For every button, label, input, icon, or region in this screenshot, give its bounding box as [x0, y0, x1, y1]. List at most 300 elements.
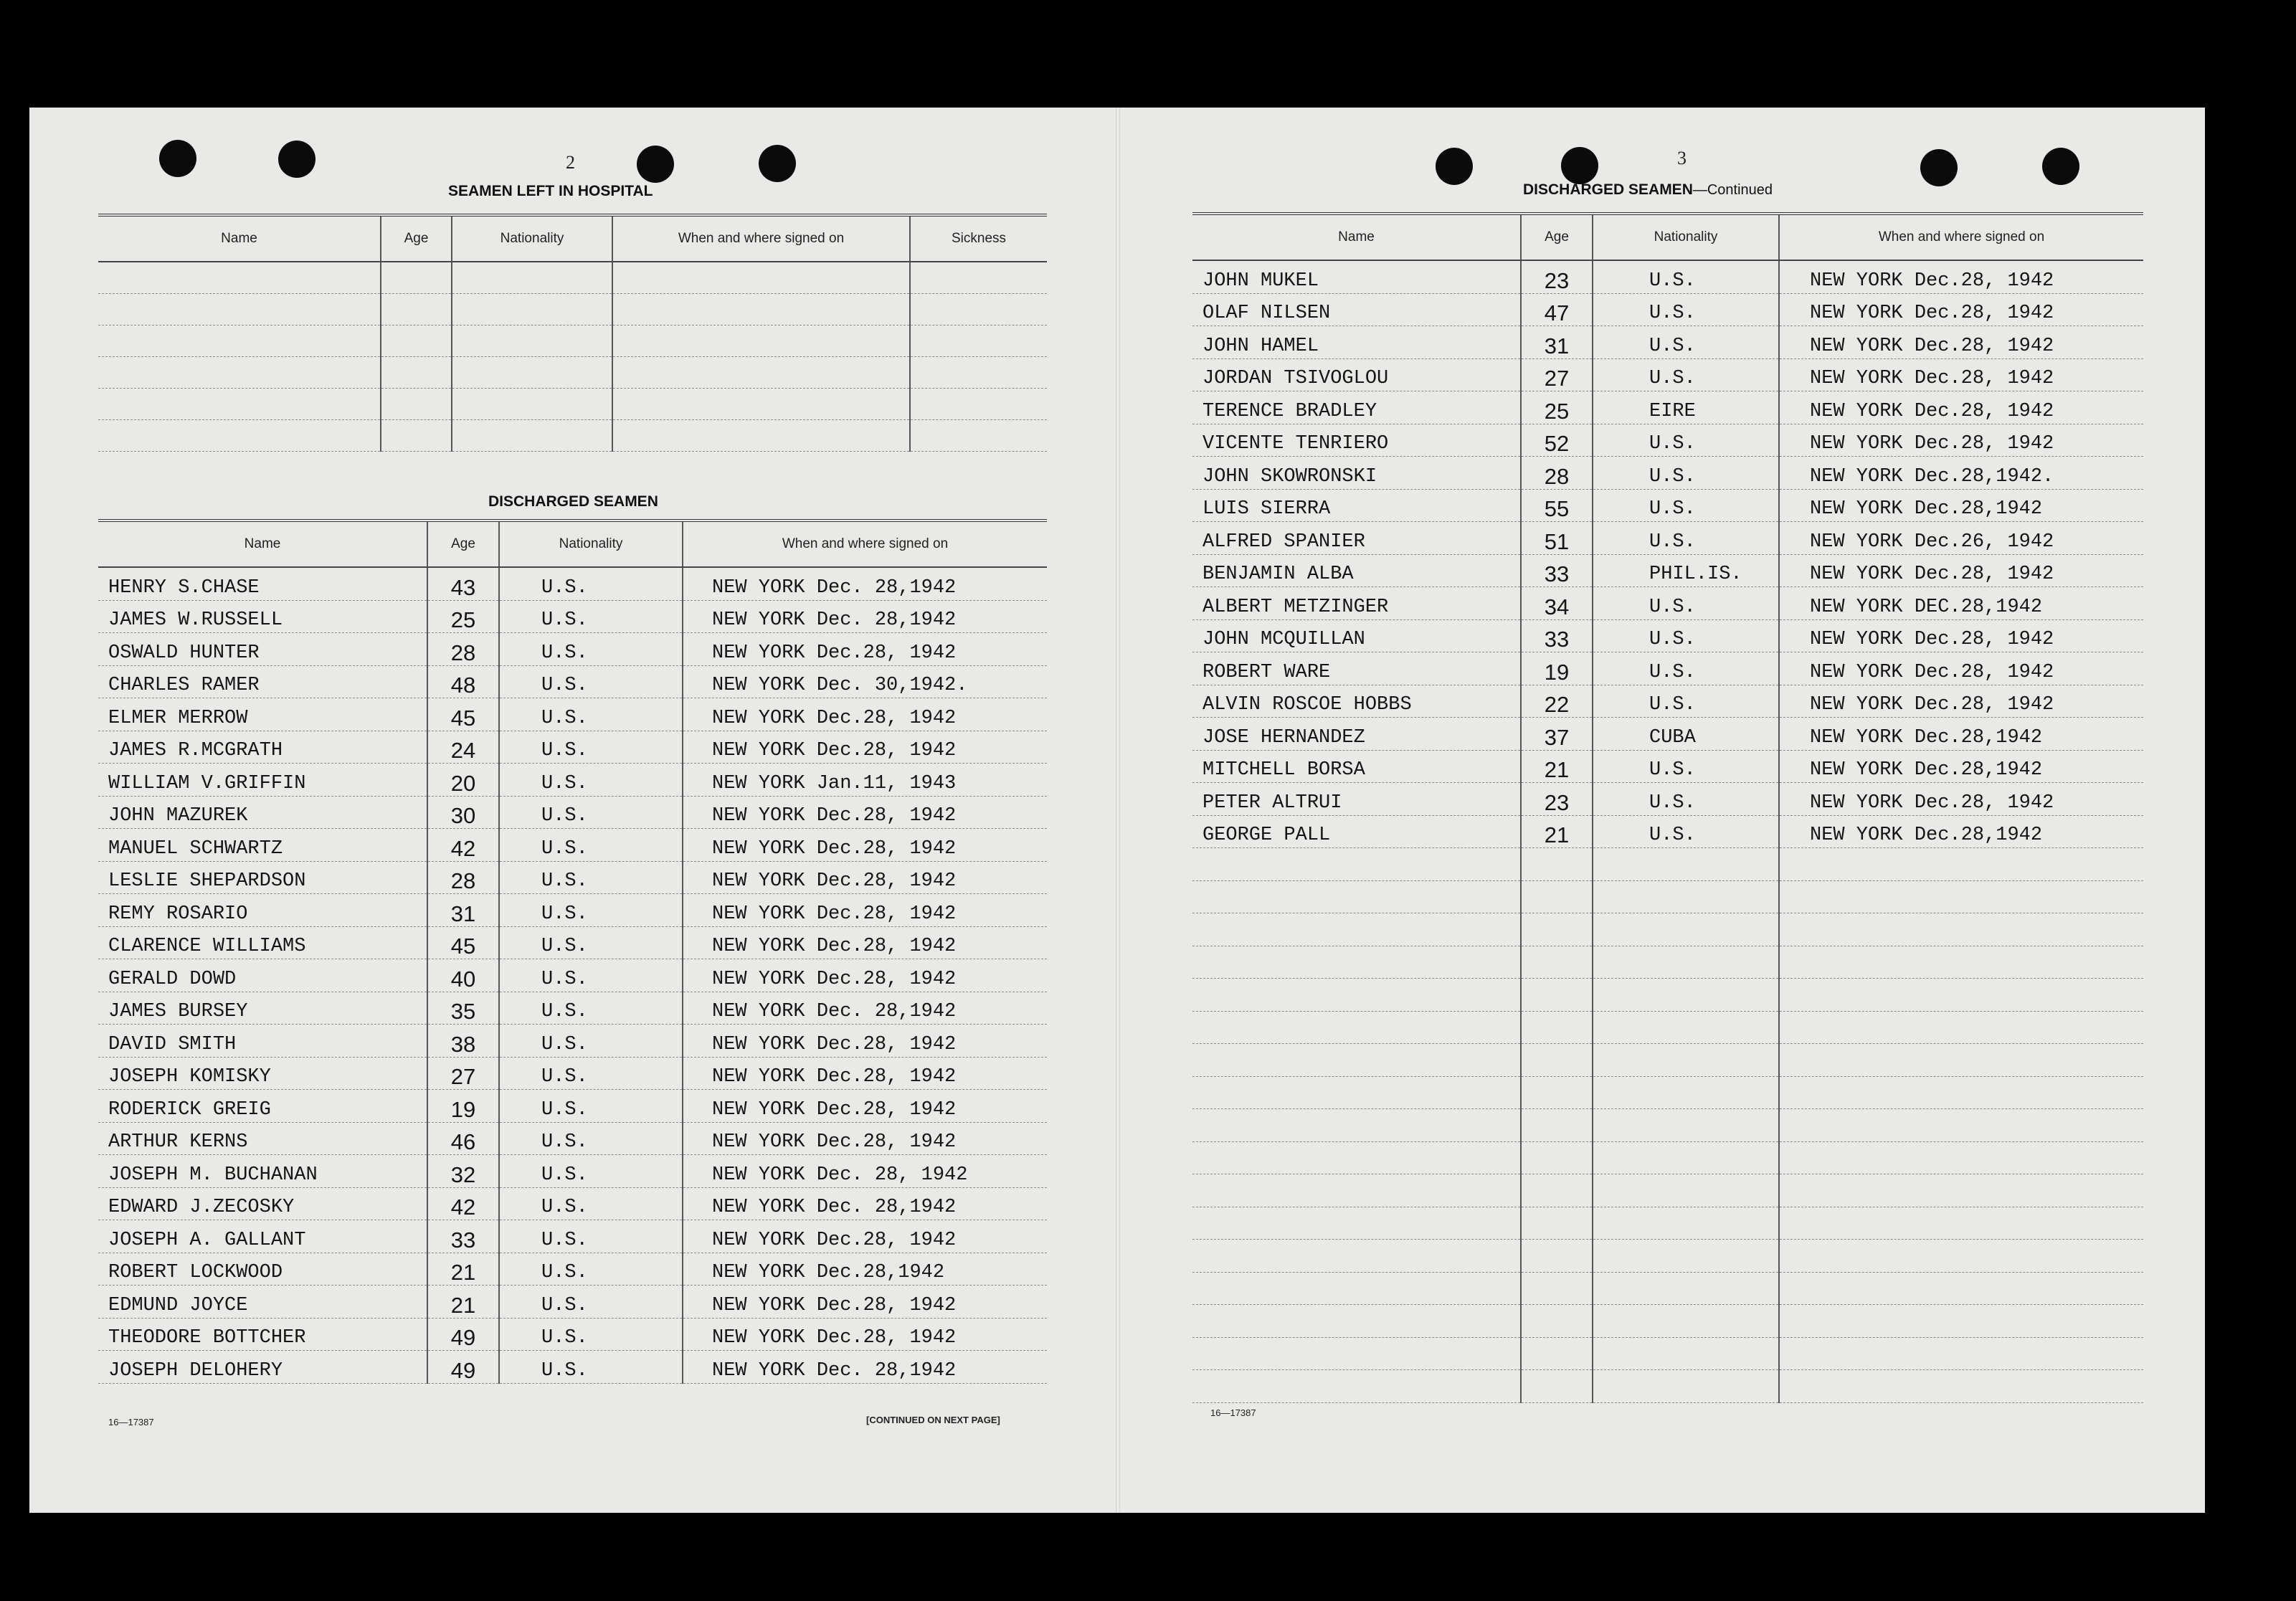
discharged-table-right — [1192, 212, 2143, 1403]
punch-hole — [2042, 148, 2079, 185]
cell-signed-on: NEW YORK Dec.28, 1942 — [683, 926, 1047, 959]
cell-signed-on: NEW YORK Dec.28, 1942 — [683, 959, 1047, 992]
cell-nationality: U.S. — [1593, 685, 1779, 718]
cell-age: 31 — [427, 894, 499, 927]
cell-name: JOHN MAZUREK — [98, 796, 427, 829]
cell-age: 43 — [427, 567, 499, 600]
column-header-sickness: Sickness — [910, 215, 1047, 262]
cell-nationality: U.S. — [1593, 293, 1779, 326]
empty-cell — [452, 326, 612, 357]
table-row — [1192, 619, 2143, 652]
empty-cell — [1779, 1240, 2143, 1273]
empty-cell — [1192, 1370, 1521, 1403]
table-row — [98, 894, 1047, 927]
cell-signed-on: NEW YORK Dec.28,1942 — [1779, 815, 2143, 848]
column-header-nationality: Nationality — [452, 215, 612, 262]
empty-cell — [1779, 1207, 2143, 1240]
empty-row — [1192, 1207, 2143, 1240]
column-header-name: Name — [98, 215, 381, 262]
column-header-age: Age — [1521, 214, 1593, 260]
cell-nationality: CUBA — [1593, 718, 1779, 751]
empty-cell — [1521, 1272, 1593, 1305]
empty-cell — [1779, 1076, 2143, 1109]
empty-cell — [1779, 1109, 2143, 1142]
cell-nationality: U.S. — [499, 992, 683, 1025]
empty-row — [1192, 880, 2143, 913]
empty-cell — [1521, 1370, 1593, 1403]
cell-signed-on: NEW YORK Dec.28, 1942 — [1779, 293, 2143, 326]
cell-signed-on: NEW YORK Dec.28, 1942 — [1779, 554, 2143, 587]
cell-signed-on: NEW YORK Dec.28, 1942 — [1779, 326, 2143, 359]
continued-note: [CONTINUED ON NEXT PAGE] — [866, 1415, 1000, 1425]
cell-nationality: U.S. — [1593, 489, 1779, 522]
table-row — [98, 1122, 1047, 1155]
empty-cell — [1779, 1272, 2143, 1305]
table-row — [98, 1187, 1047, 1220]
cell-age: 40 — [427, 959, 499, 992]
empty-cell — [1521, 1109, 1593, 1142]
empty-cell — [1593, 1305, 1779, 1338]
empty-cell — [1593, 880, 1779, 913]
cell-signed-on: NEW YORK Dec.28, 1942 — [683, 1286, 1047, 1319]
cell-nationality: U.S. — [499, 861, 683, 894]
cell-age: 27 — [427, 1057, 499, 1090]
hospital-section-title: SEAMEN LEFT IN HOSPITAL — [448, 183, 653, 199]
cell-nationality: U.S. — [499, 1318, 683, 1351]
table-row — [98, 1351, 1047, 1384]
cell-nationality: U.S. — [1593, 815, 1779, 848]
cell-age: 23 — [1521, 260, 1593, 293]
cell-signed-on: NEW YORK DEC.28,1942 — [1779, 587, 2143, 620]
cell-nationality: EIRE — [1593, 391, 1779, 424]
cell-name: LUIS SIERRA — [1192, 489, 1521, 522]
empty-cell — [1779, 1337, 2143, 1370]
empty-cell — [612, 294, 910, 326]
cell-name: ALFRED SPANIER — [1192, 522, 1521, 555]
empty-cell — [1192, 848, 1521, 881]
punch-hole — [1561, 147, 1598, 184]
cell-signed-on: NEW YORK Dec.28, 1942 — [1779, 260, 2143, 293]
empty-cell — [452, 357, 612, 389]
empty-cell — [1192, 1141, 1521, 1174]
cell-signed-on: NEW YORK Dec.28,1942 — [683, 1253, 1047, 1286]
table-row — [98, 1220, 1047, 1253]
empty-cell — [1521, 880, 1593, 913]
cell-name: OSWALD HUNTER — [98, 633, 427, 666]
table-row — [1192, 424, 2143, 457]
cell-name: PETER ALTRUI — [1192, 783, 1521, 816]
form-code: 16—17387 — [1210, 1407, 1256, 1418]
hospital-table — [98, 214, 1047, 452]
cell-age: 32 — [427, 1155, 499, 1188]
empty-row — [1192, 1272, 2143, 1305]
cell-age: 21 — [427, 1286, 499, 1319]
cell-nationality: U.S. — [499, 1187, 683, 1220]
empty-row — [98, 294, 1047, 326]
table-row — [98, 829, 1047, 862]
cell-signed-on: NEW YORK Dec.28, 1942 — [1779, 685, 2143, 718]
cell-name: ALVIN ROSCOE HOBBS — [1192, 685, 1521, 718]
empty-row — [1192, 1011, 2143, 1044]
cell-name: REMY ROSARIO — [98, 894, 427, 927]
column-header-age: Age — [381, 215, 452, 262]
empty-cell — [1593, 1174, 1779, 1207]
empty-cell — [1779, 1174, 2143, 1207]
empty-row — [1192, 1141, 2143, 1174]
empty-cell — [1779, 946, 2143, 979]
cell-age: 42 — [427, 1187, 499, 1220]
table-row — [98, 992, 1047, 1025]
cell-signed-on: NEW YORK Dec.28, 1942 — [683, 731, 1047, 764]
cell-age: 45 — [427, 698, 499, 731]
empty-row — [98, 357, 1047, 389]
table-row — [98, 665, 1047, 698]
cell-name: JOHN MCQUILLAN — [1192, 619, 1521, 652]
cell-name: CLARENCE WILLIAMS — [98, 926, 427, 959]
cell-name: JOHN SKOWRONSKI — [1192, 457, 1521, 490]
cell-signed-on: NEW YORK Dec.28, 1942 — [1779, 424, 2143, 457]
empty-cell — [1779, 1370, 2143, 1403]
cell-signed-on: NEW YORK Dec.28, 1942 — [683, 1220, 1047, 1253]
empty-cell — [1192, 946, 1521, 979]
table-row — [1192, 293, 2143, 326]
empty-cell — [1192, 1076, 1521, 1109]
empty-row — [1192, 1370, 2143, 1403]
page-fold — [1116, 108, 1120, 1513]
cell-signed-on: NEW YORK Dec.28, 1942 — [1779, 619, 2143, 652]
cell-age: 31 — [1521, 326, 1593, 359]
cell-name: ROBERT LOCKWOOD — [98, 1253, 427, 1286]
cell-signed-on: NEW YORK Dec.28, 1942 — [683, 698, 1047, 731]
empty-cell — [381, 294, 452, 326]
cell-nationality: U.S. — [1593, 326, 1779, 359]
punch-hole — [1920, 149, 1958, 186]
empty-row — [98, 262, 1047, 294]
empty-cell — [1192, 913, 1521, 946]
cell-name: ALBERT METZINGER — [1192, 587, 1521, 620]
cell-signed-on: NEW YORK Dec.28,1942. — [1779, 457, 2143, 490]
empty-row — [1192, 1109, 2143, 1142]
cell-age: 55 — [1521, 489, 1593, 522]
table-row — [1192, 587, 2143, 620]
table-row — [1192, 652, 2143, 685]
cell-age: 38 — [427, 1025, 499, 1058]
cell-name: OLAF NILSEN — [1192, 293, 1521, 326]
cell-signed-on: NEW YORK Dec.28,1942 — [1779, 718, 2143, 751]
cell-nationality: U.S. — [499, 1155, 683, 1188]
cell-nationality: U.S. — [499, 1351, 683, 1384]
empty-row — [1192, 848, 2143, 881]
empty-row — [1192, 1240, 2143, 1273]
cell-name: TERENCE BRADLEY — [1192, 391, 1521, 424]
cell-age: 19 — [427, 1090, 499, 1123]
empty-cell — [612, 326, 910, 357]
table-row — [1192, 326, 2143, 359]
cell-signed-on: NEW YORK Dec.28, 1942 — [683, 1122, 1047, 1155]
empty-cell — [1593, 1109, 1779, 1142]
cell-nationality: U.S. — [499, 959, 683, 992]
cell-name: ARTHUR KERNS — [98, 1122, 427, 1155]
empty-cell — [1521, 1207, 1593, 1240]
empty-cell — [98, 294, 381, 326]
cell-nationality: U.S. — [1593, 587, 1779, 620]
cell-nationality: U.S. — [1593, 260, 1779, 293]
table-row — [1192, 391, 2143, 424]
cell-name: JOSEPH KOMISKY — [98, 1057, 427, 1090]
page-number: 3 — [1677, 148, 1687, 168]
empty-cell — [612, 389, 910, 420]
empty-cell — [910, 420, 1047, 452]
cell-nationality: U.S. — [1593, 457, 1779, 490]
table-row — [98, 1090, 1047, 1123]
empty-cell — [1593, 1337, 1779, 1370]
empty-cell — [1593, 946, 1779, 979]
empty-cell — [1192, 1109, 1521, 1142]
empty-cell — [910, 326, 1047, 357]
cell-signed-on: NEW YORK Dec.28, 1942 — [1779, 652, 2143, 685]
empty-cell — [1521, 913, 1593, 946]
cell-name: EDWARD J.ZECOSKY — [98, 1187, 427, 1220]
cell-age: 52 — [1521, 424, 1593, 457]
empty-cell — [98, 262, 381, 294]
empty-cell — [1779, 979, 2143, 1012]
cell-name: JAMES BURSEY — [98, 992, 427, 1025]
cell-nationality: U.S. — [499, 1253, 683, 1286]
table-row — [98, 1253, 1047, 1286]
cell-name: JAMES W.RUSSELL — [98, 600, 427, 633]
form-code: 16—17387 — [108, 1417, 154, 1427]
table-row — [98, 1155, 1047, 1188]
cell-name: MITCHELL BORSA — [1192, 750, 1521, 783]
empty-cell — [612, 357, 910, 389]
cell-age: 34 — [1521, 587, 1593, 620]
column-header-name: Name — [98, 521, 427, 567]
empty-row — [1192, 979, 2143, 1012]
empty-cell — [98, 420, 381, 452]
empty-cell — [1593, 1207, 1779, 1240]
cell-name: JOSEPH A. GALLANT — [98, 1220, 427, 1253]
empty-row — [98, 389, 1047, 420]
cell-age: 19 — [1521, 652, 1593, 685]
cell-nationality: U.S. — [499, 1057, 683, 1090]
cell-signed-on: NEW YORK Dec.28, 1942 — [683, 1090, 1047, 1123]
cell-signed-on: NEW YORK Dec.28, 1942 — [683, 1318, 1047, 1351]
cell-signed-on: NEW YORK Dec. 30,1942. — [683, 665, 1047, 698]
empty-row — [98, 326, 1047, 357]
cell-name: JAMES R.MCGRATH — [98, 731, 427, 764]
cell-age: 21 — [427, 1253, 499, 1286]
cell-nationality: U.S. — [1593, 522, 1779, 555]
cell-nationality: U.S. — [499, 731, 683, 764]
table-row — [98, 567, 1047, 600]
cell-age: 37 — [1521, 718, 1593, 751]
punch-hole — [637, 146, 674, 183]
empty-row — [1192, 1076, 2143, 1109]
empty-row — [1192, 1337, 2143, 1370]
cell-age: 21 — [1521, 815, 1593, 848]
cell-name: VICENTE TENRIERO — [1192, 424, 1521, 457]
empty-cell — [1779, 1044, 2143, 1077]
empty-cell — [910, 262, 1047, 294]
empty-cell — [98, 357, 381, 389]
empty-cell — [1593, 1076, 1779, 1109]
empty-cell — [1593, 979, 1779, 1012]
cell-name: CHARLES RAMER — [98, 665, 427, 698]
cell-name: BENJAMIN ALBA — [1192, 554, 1521, 587]
empty-cell — [1192, 880, 1521, 913]
empty-cell — [910, 357, 1047, 389]
cell-nationality: U.S. — [499, 1025, 683, 1058]
cell-age: 47 — [1521, 293, 1593, 326]
table-row — [1192, 358, 2143, 391]
empty-row — [1192, 1044, 2143, 1077]
punch-hole — [1436, 148, 1473, 185]
empty-cell — [1192, 1305, 1521, 1338]
cell-signed-on: NEW YORK Dec.28, 1942 — [1779, 391, 2143, 424]
cell-signed-on: NEW YORK Dec.28,1942 — [1779, 489, 2143, 522]
table-row — [1192, 489, 2143, 522]
empty-cell — [612, 420, 910, 452]
punch-hole — [278, 141, 316, 178]
cell-name: JOSEPH M. BUCHANAN — [98, 1155, 427, 1188]
empty-cell — [1521, 1044, 1593, 1077]
cell-name: LESLIE SHEPARDSON — [98, 861, 427, 894]
cell-signed-on: NEW YORK Dec.28, 1942 — [683, 796, 1047, 829]
empty-row — [1192, 913, 2143, 946]
empty-cell — [1593, 1272, 1779, 1305]
cell-name: ELMER MERROW — [98, 698, 427, 731]
empty-cell — [1779, 913, 2143, 946]
column-header-nationality: Nationality — [499, 521, 683, 567]
empty-cell — [381, 420, 452, 452]
table-row — [1192, 457, 2143, 490]
empty-cell — [1521, 979, 1593, 1012]
cell-signed-on: NEW YORK Dec. 28, 1942 — [683, 1155, 1047, 1188]
cell-nationality: U.S. — [499, 633, 683, 666]
cell-name: GERALD DOWD — [98, 959, 427, 992]
cell-signed-on: NEW YORK Dec. 28,1942 — [683, 600, 1047, 633]
empty-cell — [1593, 1011, 1779, 1044]
cell-nationality: U.S. — [499, 764, 683, 797]
empty-cell — [1192, 1207, 1521, 1240]
cell-signed-on: NEW YORK Dec.28, 1942 — [1779, 783, 2143, 816]
cell-age: 28 — [1521, 457, 1593, 490]
table-row — [98, 731, 1047, 764]
table-row — [98, 796, 1047, 829]
discharged-section-title: DISCHARGED SEAMEN — [488, 493, 658, 510]
empty-cell — [381, 389, 452, 420]
empty-cell — [98, 326, 381, 357]
cell-name: JOSEPH DELOHERY — [98, 1351, 427, 1384]
cell-nationality: U.S. — [499, 1286, 683, 1319]
cell-age: 20 — [427, 764, 499, 797]
cell-age: 27 — [1521, 358, 1593, 391]
cell-nationality: U.S. — [1593, 783, 1779, 816]
cell-signed-on: NEW YORK Dec.26, 1942 — [1779, 522, 2143, 555]
empty-cell — [1779, 880, 2143, 913]
cell-age: 51 — [1521, 522, 1593, 555]
empty-cell — [381, 262, 452, 294]
empty-row — [1192, 1174, 2143, 1207]
cell-nationality: U.S. — [499, 665, 683, 698]
cell-age: 30 — [427, 796, 499, 829]
cell-signed-on: NEW YORK Dec. 28,1942 — [683, 1187, 1047, 1220]
table-row — [98, 1057, 1047, 1090]
empty-row — [98, 420, 1047, 452]
empty-cell — [1192, 1011, 1521, 1044]
cell-name: JOSE HERNANDEZ — [1192, 718, 1521, 751]
empty-cell — [1779, 1141, 2143, 1174]
cell-name: JORDAN TSIVOGLOU — [1192, 358, 1521, 391]
empty-cell — [1521, 1240, 1593, 1273]
cell-nationality: U.S. — [499, 796, 683, 829]
cell-nationality: U.S. — [499, 1220, 683, 1253]
empty-cell — [1521, 1305, 1593, 1338]
empty-cell — [1593, 1141, 1779, 1174]
column-header-nationality: Nationality — [1593, 214, 1779, 260]
empty-cell — [1192, 1272, 1521, 1305]
cell-nationality: PHIL.IS. — [1593, 554, 1779, 587]
cell-age: 33 — [1521, 554, 1593, 587]
empty-cell — [1593, 1240, 1779, 1273]
table-row — [98, 1286, 1047, 1319]
cell-nationality: U.S. — [1593, 750, 1779, 783]
column-header-name: Name — [1192, 214, 1521, 260]
cell-age: 28 — [427, 861, 499, 894]
column-header-when-and-where-signed-on: When and where signed on — [1779, 214, 2143, 260]
cell-nationality: U.S. — [1593, 424, 1779, 457]
punch-hole — [159, 140, 196, 177]
table-row — [98, 926, 1047, 959]
empty-cell — [452, 262, 612, 294]
cell-nationality: U.S. — [1593, 358, 1779, 391]
table-row — [1192, 783, 2143, 816]
cell-age: 46 — [427, 1122, 499, 1155]
empty-cell — [1192, 1174, 1521, 1207]
cell-age: 28 — [427, 633, 499, 666]
cell-signed-on: NEW YORK Dec.28, 1942 — [683, 861, 1047, 894]
column-header-when-and-where-signed-on: When and where signed on — [612, 215, 910, 262]
section-title-suffix: —Continued — [1692, 182, 1773, 198]
empty-cell — [452, 389, 612, 420]
empty-cell — [1521, 1337, 1593, 1370]
empty-cell — [910, 389, 1047, 420]
cell-name: ROBERT WARE — [1192, 652, 1521, 685]
empty-cell — [1779, 1011, 2143, 1044]
table-row — [1192, 815, 2143, 848]
cell-name: JOHN MUKEL — [1192, 260, 1521, 293]
cell-nationality: U.S. — [499, 1090, 683, 1123]
empty-cell — [1521, 1011, 1593, 1044]
table-row — [98, 600, 1047, 633]
empty-row — [1192, 1305, 2143, 1338]
table-row — [98, 1025, 1047, 1058]
table-row — [98, 764, 1047, 797]
cell-signed-on: NEW YORK Dec.28, 1942 — [683, 1025, 1047, 1058]
empty-cell — [1521, 1141, 1593, 1174]
empty-cell — [381, 357, 452, 389]
cell-name: MANUEL SCHWARTZ — [98, 829, 427, 862]
cell-nationality: U.S. — [499, 894, 683, 927]
discharged-continued-title — [1523, 181, 1773, 199]
cell-age: 45 — [427, 926, 499, 959]
empty-cell — [1192, 979, 1521, 1012]
empty-cell — [1192, 1337, 1521, 1370]
cell-name: DAVID SMITH — [98, 1025, 427, 1058]
discharged-table-left — [98, 519, 1047, 1384]
cell-signed-on: NEW YORK Dec. 28,1942 — [683, 567, 1047, 600]
cell-age: 33 — [1521, 619, 1593, 652]
